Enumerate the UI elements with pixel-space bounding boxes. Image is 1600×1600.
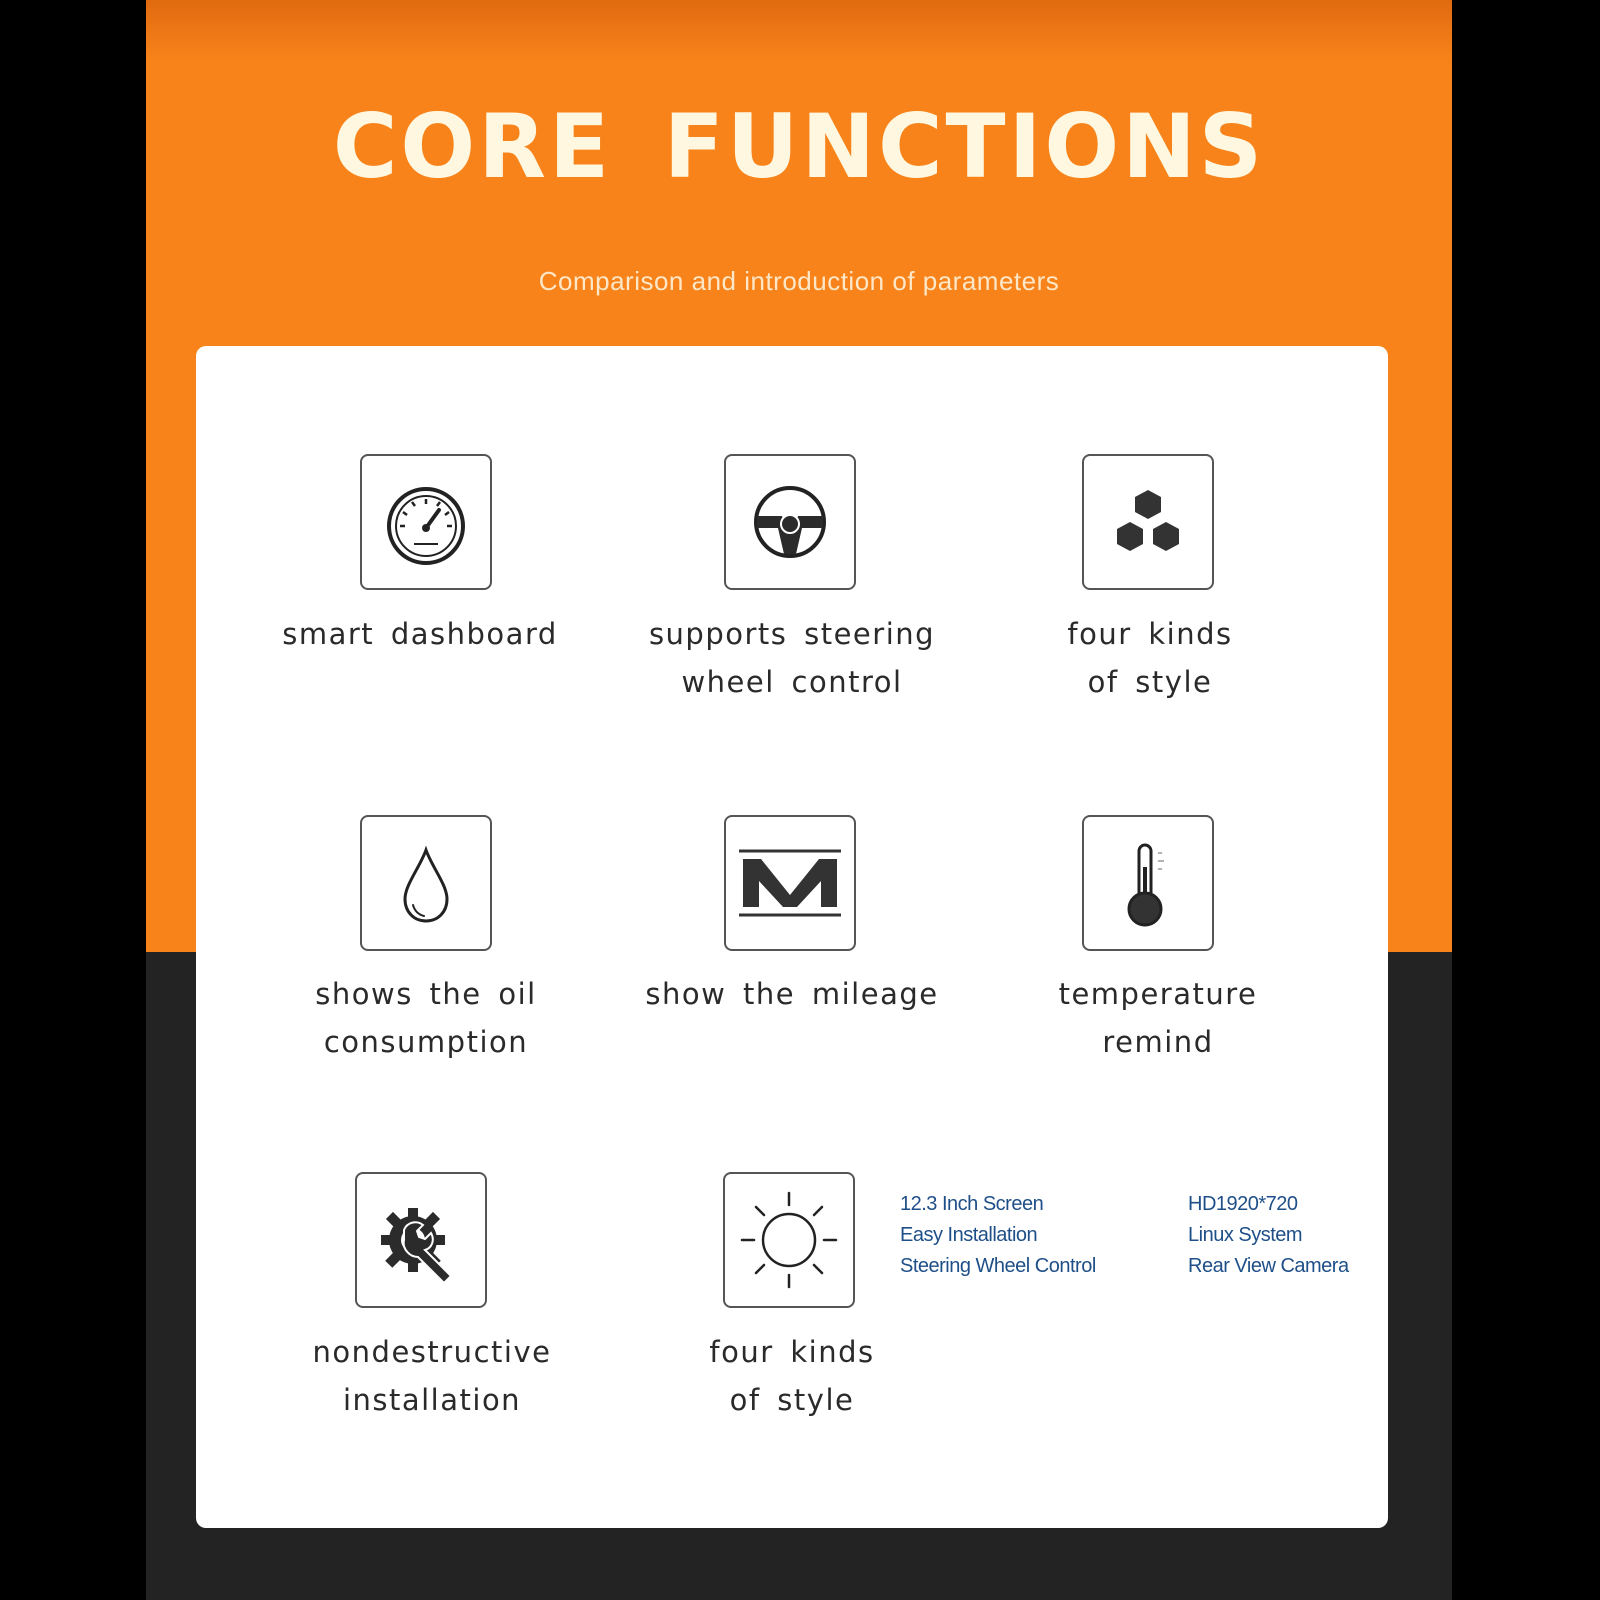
sun-icon (734, 1185, 844, 1295)
feature-label-oil-consumption: shows the oil consumption (315, 977, 537, 1059)
feature-tile-mileage (724, 815, 856, 951)
feature-tile-four-kinds-style-2 (723, 1172, 855, 1308)
page-subtitle: Comparison and introduction of parameters (538, 266, 1060, 296)
spec-list-left (900, 1189, 1096, 1282)
feature-label-four-kinds-style-2: four kinds of style (709, 1335, 875, 1417)
feature-label-steering-wheel: supports steering wheel control (648, 617, 936, 699)
feature-label-installation: nondestructive installation (312, 1335, 552, 1417)
feature-label-smart-dashboard: smart dashboard (282, 617, 558, 651)
page-title: CORE FUNCTIONS (332, 95, 1266, 198)
spec-steering-control: Steering Wheel Control (900, 1255, 1096, 1277)
feature-tile-oil-consumption (360, 815, 492, 951)
steering-wheel-icon (740, 472, 840, 572)
thermometer-icon (1098, 833, 1198, 933)
feature-tile-steering-wheel (724, 454, 856, 590)
feature-tile-installation (355, 1172, 487, 1308)
hexagons-icon (1098, 472, 1198, 572)
spec-list-right (1188, 1189, 1349, 1282)
feature-label-temperature: temperature remind (1058, 977, 1258, 1059)
spec-installation: Easy Installation (900, 1224, 1038, 1246)
mileage-m-icon (735, 833, 845, 933)
spec-camera: Rear View Camera (1188, 1255, 1349, 1277)
spec-resolution: HD1920*720 (1188, 1193, 1298, 1215)
feature-tile-four-kinds-style-1 (1082, 454, 1214, 590)
spec-system: Linux System (1188, 1224, 1303, 1246)
feature-tile-temperature (1082, 815, 1214, 951)
gear-wrench-icon (371, 1190, 471, 1290)
spec-screen-size: 12.3 Inch Screen (900, 1193, 1044, 1215)
speedometer-icon (376, 472, 476, 572)
oil-drop-icon (376, 833, 476, 933)
feature-tile-smart-dashboard (360, 454, 492, 590)
feature-label-four-kinds-style-1: four kinds of style (1067, 617, 1233, 699)
feature-label-mileage: show the mileage (645, 977, 939, 1011)
